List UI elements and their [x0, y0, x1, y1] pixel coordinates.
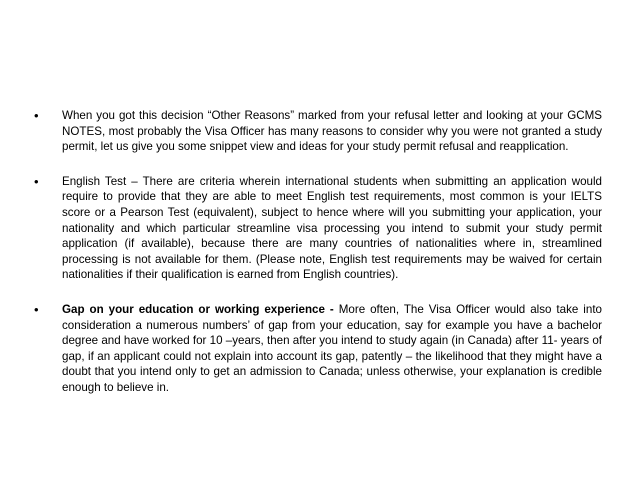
bullet-body: When you got this decision “Other Reasons” marked from your refusal letter and looking at your GCMS NOTES, most probably the Visa Officer has many reasons to consider why you were not granted a study permit, let us give you some snippet view and ideas for your study permit refusal and reapplication.: [62, 109, 602, 154]
bullet-text-other-reasons: [62, 108, 602, 155]
bullet-text-english-test: [62, 174, 602, 283]
bullet-list: [34, 108, 602, 415]
bullet-item-english-test: [34, 174, 602, 283]
bullet-body: More often, The Visa Officer would also take into consideration a numerous numbers’ of gap from your education, say for example you have a bachelor degree and have worked for 10 –years, then after you intend to study again (in Canada) after 11- years of gap, if an applicant could not explain into account its gap, patently – the likelihood that they might have a doubt that you intend only to get an admission to Canada; unless otherwise, your explanation is credible enough to believe in.: [62, 302, 602, 394]
bullet-text-education-gap: [62, 302, 602, 396]
bullet-item-other-reasons: [34, 108, 602, 155]
bullet-body: English Test – There are criteria wherein international students when submitting an application would require to provide that they are able to meet English test requirements, most common is your IELTS score or a Pearson Test (equivalent), subject to hence where will you submitting your application, your nationality and which particular streamline visa processing you intend to submit your study permit application (if available), because there are many countries of nationalities where in, streamlined processing is not available for them. (Please note, English test requirements may be waived for certain nationalities if their qualification is earned from English countries).: [62, 174, 602, 282]
bullet-icon: •: [34, 173, 39, 189]
bullet-lead: Gap on your education or working experience -: [62, 302, 334, 316]
bullet-icon: •: [34, 301, 39, 317]
bullet-item-education-gap: [34, 302, 602, 396]
bullet-icon: •: [34, 108, 39, 123]
